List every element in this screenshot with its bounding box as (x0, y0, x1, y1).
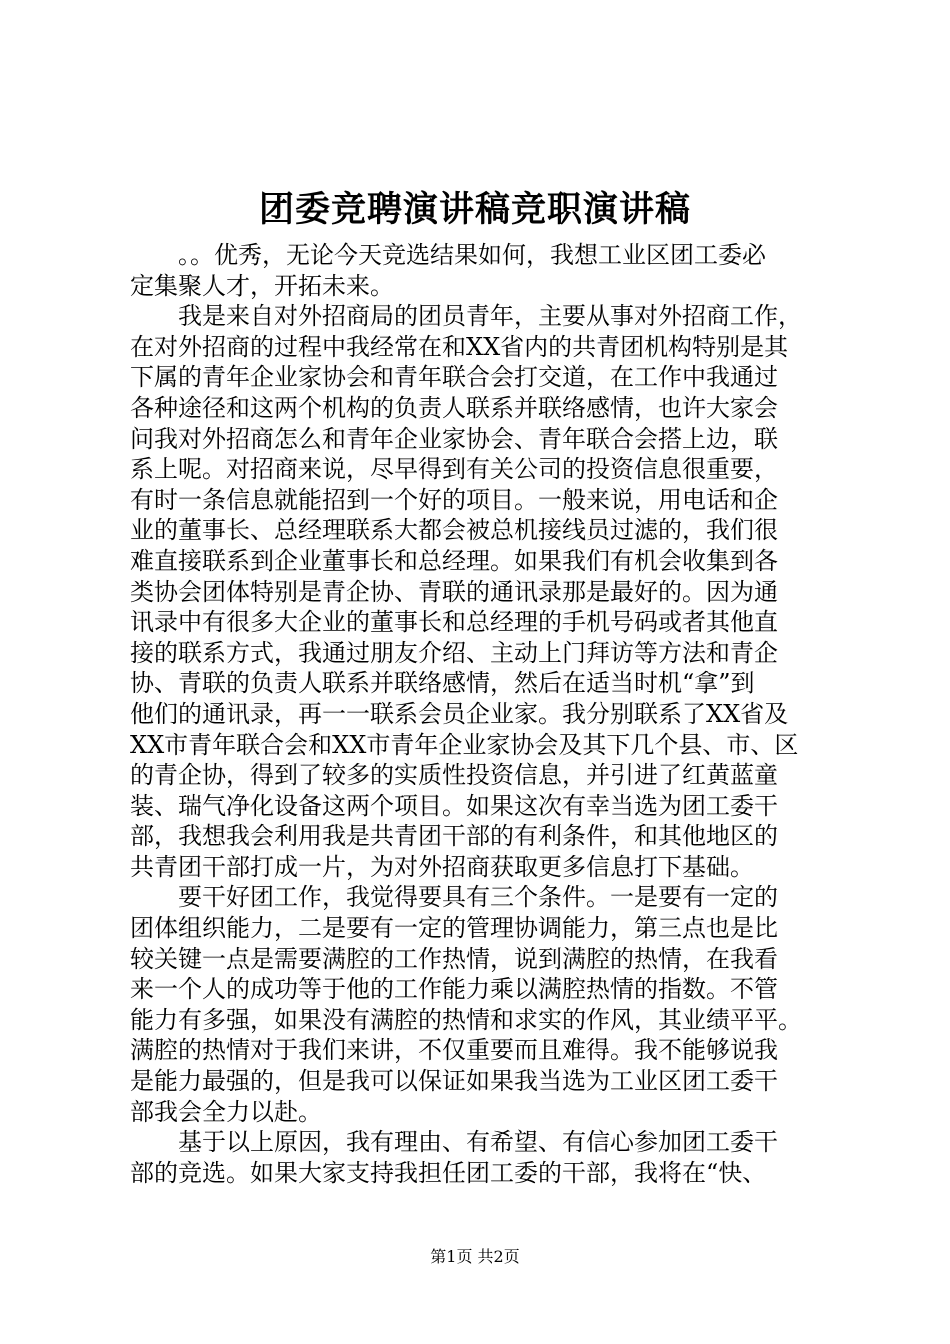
body-text-line: 难直接联系到企业董事长和总经理。如果我们有机会收集到各 (130, 546, 778, 575)
body-text-line: 问我对外招商怎么和青年企业家协会、青年联合会搭上边，联 (130, 424, 778, 453)
body-text-line: 类协会团体特别是青企协、青联的通讯录那是最好的。因为通 (130, 577, 778, 606)
body-text-line: 部，我想我会利用我是共青团干部的有利条件，和其他地区的 (130, 822, 778, 851)
body-text-line: 团体组织能力，二是要有一定的管理协调能力，第三点也是比 (130, 914, 778, 943)
body-text-line: 系上呢。对招商来说，尽早得到有关公司的投资信息很重要， (130, 455, 778, 484)
body-text-line: 部的竞选。如果大家支持我担任团工委的干部，我将在“快、 (130, 1158, 767, 1187)
body-text-line: 。。优秀，无论今天竞选结果如何，我想工业区团工委必 (130, 241, 766, 269)
body-text-line: 基于以上原因，我有理由、有希望、有信心参加团工委干 (130, 1128, 778, 1157)
body-text-line: 要干好团工作，我觉得要具有三个条件。一是要有一定的 (130, 883, 778, 912)
body-text-line: 接的联系方式，我通过朋友介绍、主动上门拜访等方法和青企 (130, 638, 778, 667)
body-text-line: 装、瑞气净化设备这两个项目。如果这次有幸当选为团工委干 (130, 791, 778, 820)
body-text-line: 业的董事长、总经理联系大都会被总机接线员过滤的，我们很 (130, 516, 778, 545)
body-text-line: 讯录中有很多大企业的董事长和总经理的手机号码或者其他直 (130, 608, 778, 637)
body-text-line: 共青团干部打成一片，为对外招商获取更多信息打下基础。 (130, 852, 754, 881)
body-text-line: 我是来自对外招商局的团员青年，主要从事对外招商工作， (130, 302, 802, 331)
body-text-line: XX市青年联合会和XX市青年企业家协会及其下几个县、市、区 (130, 730, 799, 759)
body-text-line: 下属的青年企业家协会和青年联合会打交道，在工作中我通过 (130, 363, 778, 392)
document-title: 团委竞聘演讲稿竞职演讲稿 (258, 189, 691, 230)
body-text-line: 部我会全力以赴。 (130, 1097, 322, 1126)
body-text-line: 各种途径和这两个机构的负责人联系并联络感情，也许大家会 (130, 393, 778, 422)
page-number-footer: 第1页 共2页 (430, 1247, 520, 1266)
body-text-line: 有时一条信息就能招到一个好的项目。一般来说，用电话和企 (130, 485, 778, 514)
body-text-line: 是能力最强的，但是我可以保证如果我当选为工业区团工委干 (130, 1067, 778, 1096)
body-text-line: 满腔的热情对于我们来讲，不仅重要而且难得。我不能够说我 (130, 1036, 778, 1065)
document-body (130, 240, 830, 1188)
body-text-line: 协、青联的负责人联系并联络感情，然后在适当时机“拿”到 (130, 669, 755, 698)
body-text-line: 定集聚人才，开拓未来。 (130, 271, 394, 300)
body-text-line: 在对外招商的过程中我经常在和XX省内的共青团机构特别是其 (130, 332, 789, 361)
body-text-line: 的青企协，得到了较多的实质性投资信息，并引进了红黄蓝童 (130, 761, 778, 790)
body-text-line: 较关键一点是需要满腔的工作热情，说到满腔的热情，在我看 (130, 944, 778, 973)
body-text-line: 来一个人的成功等于他的工作能力乘以满腔热情的指数。不管 (130, 975, 778, 1004)
body-text-line: 他们的通讯录，再一一联系会员企业家。我分别联系了XX省及 (130, 699, 789, 728)
body-text-line: 能力有多强，如果没有满腔的热情和求实的作风，其业绩平平。 (130, 1005, 802, 1034)
